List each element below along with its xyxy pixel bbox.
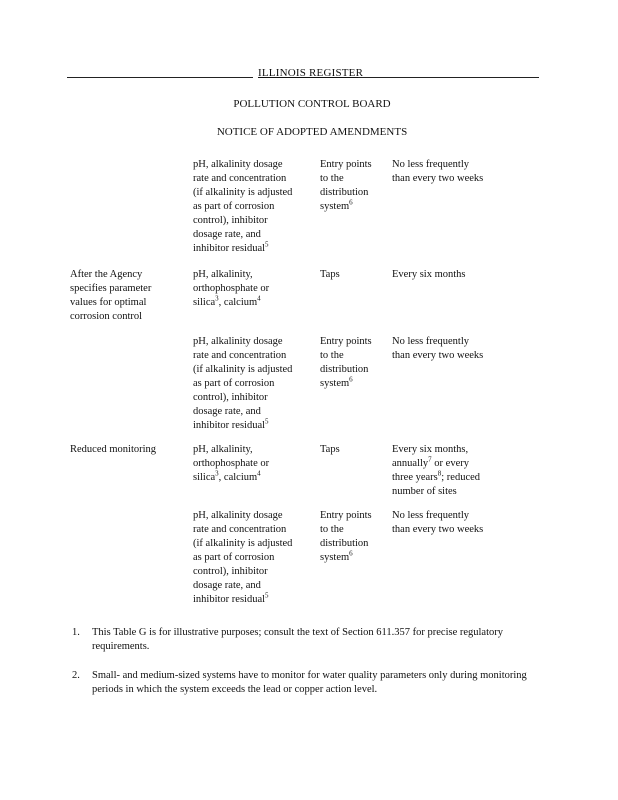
table-cell-frequency: No less frequently than every two weeks	[392, 510, 484, 535]
table-cell-frequency: No less frequently than every two weeks	[392, 159, 484, 184]
table-cell-location: Entry points to the distribution system$^6$	[320, 336, 372, 389]
table-cell-location: Taps	[320, 444, 340, 455]
board-title: POLLUTION CONTROL BOARD	[233, 98, 391, 110]
table-cell-frequency: Every six months, annually$^7$ or every three years$^8$; reduced number of sites	[392, 444, 481, 497]
header-rule-right	[358, 77, 539, 78]
register-title: ILLINOIS REGISTER	[258, 67, 364, 79]
table-cell-parameters: pH, alkalinity dosage rate and concentration (if alkalinity is adjusted as part of corrosion control), inhibitor dosage rate, and inhibitor residual$^5$	[193, 159, 293, 254]
footnote-number: 2.	[72, 670, 80, 681]
table-cell-condition: After the Agency specifies parameter values for optimal corrosion control	[70, 269, 152, 322]
footnote-text: This Table G is for illustrative purposes; consult the text of Section 611.357 for precise regulatory requirements.	[92, 627, 504, 652]
table-cell-location: Entry points to the distribution system$^6$	[320, 159, 372, 212]
table-cell-parameters: pH, alkalinity, orthophosphate or silica$^3$, calcium$^4$	[193, 444, 270, 483]
notice-title: NOTICE OF ADOPTED AMENDMENTS	[216, 126, 408, 138]
table-cell-frequency: No less frequently than every two weeks	[392, 336, 484, 361]
footnote-text: Small- and medium-sized systems have to monitor for water quality parameters only during monitoring periods in which the system exceeds the lead or copper action level.	[92, 670, 527, 695]
table-cell-parameters: pH, alkalinity dosage rate and concentration (if alkalinity is adjusted as part of corrosion control), inhibitor dosage rate, and inhibitor residual$^5$	[193, 336, 293, 431]
table-cell-condition: Reduced monitoring	[70, 444, 157, 455]
table-cell-parameters: pH, alkalinity dosage rate and concentration (if alkalinity is adjusted as part of corrosion control), inhibitor dosage rate, and inhibitor residual$^5$	[193, 510, 293, 605]
footnote-number: 1.	[72, 627, 80, 638]
table-cell-location: Taps	[320, 269, 340, 280]
table-cell-parameters: pH, alkalinity, orthophosphate or silica$^3$, calcium$^4$	[193, 269, 270, 308]
table-cell-location: Entry points to the distribution system$^6$	[320, 510, 372, 563]
table-cell-frequency: Every six months	[392, 269, 466, 280]
header-rule-left	[67, 77, 253, 78]
